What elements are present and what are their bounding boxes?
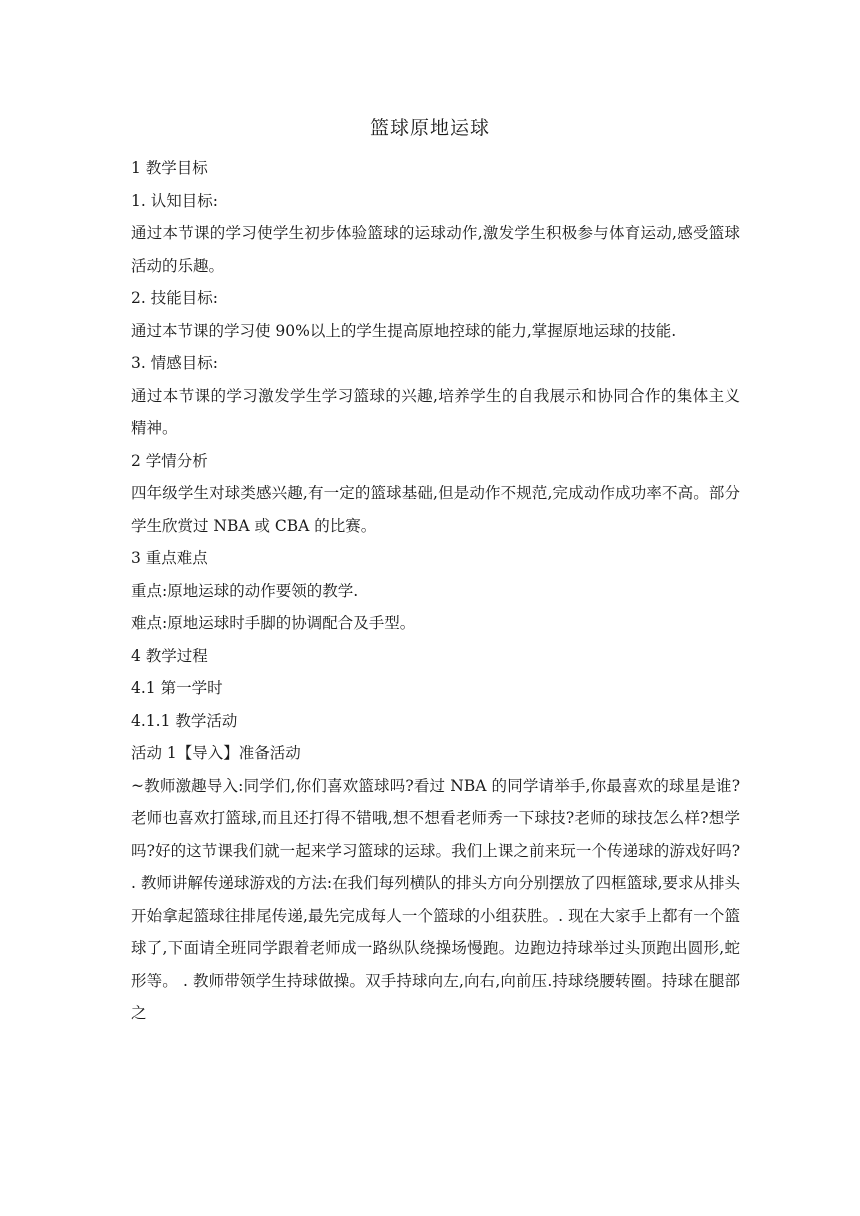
activity-1-paragraph: ~教师激趣导入:同学们,你们喜欢篮球吗?看过 NBA 的同学请举手,你最喜欢的球星是谁?老师也喜欢打篮球,而且还打得不错哦,想不想看老师秀一下球技?老师的球技怎么样?想学吗?好的这节课我们就一起来学习篮球的运球。我们上课之前来玩一个传递球的游戏好吗? . 教师讲解传递球游戏的方法:在我们每列横队的排头方向分别摆放了四框篮球,要求从排头开始拿起篮球往排尾传递,最先完成每人一个篮球的小组获胜。. 现在大家手上都有一个篮球了,下面请全班同学跟着老师成一路纵队绕操场慢跑。边跑边持球举过头顶跑出圆形,蛇形等。 . 教师带领学生持球做操。双手持球向左,向右,向前压.持球绕腰转圈。持球在腿部之 xyxy=(131,776,741,1022)
subheading-first-lesson: 4.1 第一学时 xyxy=(131,679,223,697)
document-body xyxy=(131,152,740,1030)
paragraph-student-analysis: 四年级学生对球类感兴趣,有一定的篮球基础,但是动作不规范,完成动作成功率不高。部分学生欣赏过 NBA 或 CBA 的比赛。 xyxy=(131,484,740,535)
paragraph-skill-goal: 通过本节课的学习使 90%以上的学生提高原地控球的能力,掌握原地运球的技能. xyxy=(131,321,677,340)
section-heading-teaching-process: 4 教学过程 xyxy=(131,646,208,665)
section-heading-student-analysis: 2 学情分析 xyxy=(131,451,208,470)
subheading-emotional-goal: 3. 情感目标: xyxy=(131,354,218,372)
activity-1-heading: 活动 1【导入】准备活动 xyxy=(131,744,301,762)
paragraph-cognitive-goal: 通过本节课的学习使学生初步体验篮球的运球动作,激发学生积极参与体育运动,感受篮球活动的乐趣。 xyxy=(131,224,740,275)
key-point-text: 重点:原地运球的动作要领的教学. xyxy=(131,581,359,600)
section-heading-key-points: 3 重点难点 xyxy=(131,549,208,567)
subheading-skill-goal: 2. 技能目标: xyxy=(131,289,218,307)
section-heading-teaching-goals: 1 教学目标 xyxy=(131,159,208,177)
difficulty-text: 难点:原地运球时手脚的协调配合及手型。 xyxy=(131,614,416,632)
subheading-cognitive-goal: 1. 认知目标: xyxy=(131,191,218,210)
document-title: 篮球原地运球 xyxy=(369,117,490,139)
paragraph-emotional-goal: 通过本节课的学习激发学生学习篮球的兴趣,培养学生的自我展示和协同合作的集体主义精神。 xyxy=(131,386,740,437)
subheading-teaching-activities: 4.1.1 教学活动 xyxy=(131,711,238,730)
